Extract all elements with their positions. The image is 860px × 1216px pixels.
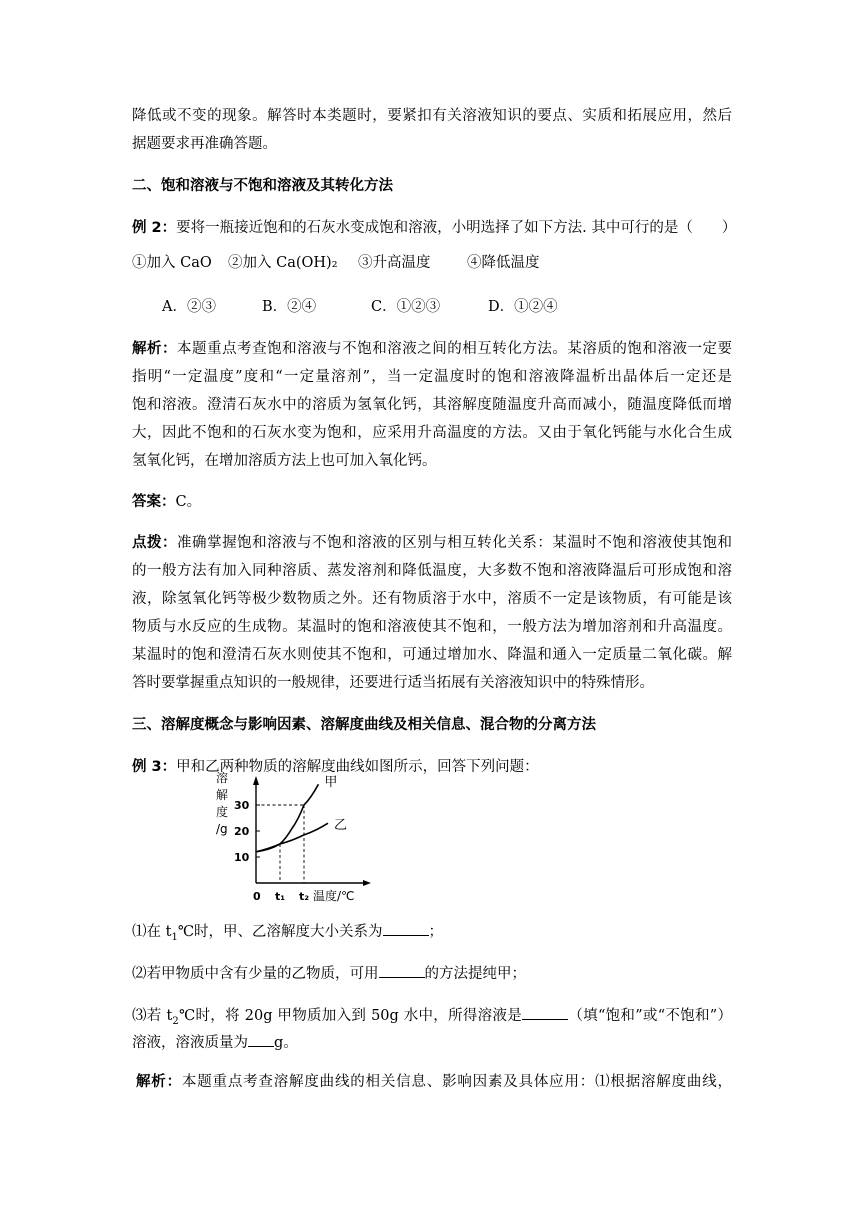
answer-blank-3[interactable] xyxy=(522,1005,568,1020)
y-axis-label-3: /g xyxy=(216,822,228,836)
example-2-analysis-line-3: 饱和溶液。澄清石灰水中的溶质为氢氧化钙，其溶解度随温度升高而减小，随温度降低而增 xyxy=(132,397,732,413)
example-2-tip-line-3: 液，除氢氧化钙等极少数物质之外。还有物质溶于水中，溶质不一定是该物质，有可能是该 xyxy=(132,591,732,607)
answer-label: 答案： xyxy=(132,494,176,510)
example-2-tip-line-5: 某温时的饱和澄清石灰水则使其不饱和，可通过增加水、降温和通入一定质量二氧化碳。解 xyxy=(132,647,732,663)
method-1: ①加入 CaO xyxy=(132,255,212,271)
analysis-label: 解析： xyxy=(132,341,178,357)
example-2-analysis-line-1: 解析：本题重点考查饱和溶液与不饱和溶液之间的相互转化方法。某溶质的饱和溶液一定要 xyxy=(132,341,733,357)
example-2-tip-line-6: 答时要掌握重点知识的一般规律，还要进行适当拓展有关溶液知识中的特殊情形。 xyxy=(132,675,654,691)
y-tick-label-20: 20 xyxy=(234,825,250,838)
example-2-question xyxy=(132,218,737,238)
method-3: ③升高温度 xyxy=(358,255,431,271)
answer-blank-4[interactable] xyxy=(248,1032,274,1047)
example-2-tip-line-4: 物质与水反应的生成物。某温时的饱和溶液使其不饱和，一般方法为增加溶剂和升高温度。 xyxy=(132,619,732,635)
x-axis-label: 温度/℃ xyxy=(313,889,355,903)
intro-line-1: 降低或不变的现象。解答时本类题时，要紧扣有关溶液知识的要点、实质和拓展应用，然后 xyxy=(132,108,732,124)
intro-line-2: 据题要求再准确答题。 xyxy=(132,136,277,152)
x-tick-label-t2: t₂ xyxy=(299,890,310,903)
series-jia-label: 甲 xyxy=(324,775,338,791)
method-2: ②加入 Ca(OH)₂ xyxy=(228,255,338,271)
x-axis-arrow xyxy=(363,880,371,886)
y-axis-label-1: 解 xyxy=(216,788,229,802)
question-3-line-2: 溶液，溶液质量为 g。 xyxy=(132,1032,732,1053)
method-4: ④降低温度 xyxy=(467,255,540,271)
series-yi-label: 乙 xyxy=(334,818,348,834)
question-2: ⑵若甲物质中含有少量的乙物质，可用 的方法提纯甲； xyxy=(132,963,732,984)
example-2-tip-line-1: 点拨：准确掌握饱和溶液与不饱和溶液的区别与相互转化关系：某温时不饱和溶液使其饱和 xyxy=(132,535,733,551)
choice-d: D．①②④ xyxy=(488,299,558,315)
question-1: ⑴在 $t_1℃$时，甲、乙溶解度大小关系为 ； xyxy=(132,921,732,948)
y-tick-label-30: 30 xyxy=(234,799,250,812)
example-3-label: 例 3： xyxy=(132,759,177,775)
answer-blank-1[interactable] xyxy=(383,921,429,936)
solubility-chart xyxy=(205,770,405,910)
example-2-analysis-line-5: 氢氧化钙，在增加溶质方法上也可加入氧化钙。 xyxy=(132,453,437,469)
y-axis-arrow xyxy=(253,776,259,785)
y-tick-label-10: 10 xyxy=(234,851,250,864)
choice-b: B．②④ xyxy=(262,299,317,315)
section-3-heading: 三、溶解度概念与影响因素、溶解度曲线及相关信息、混合物的分离方法 xyxy=(132,717,596,733)
example-2-question-text: 要将一瓶接近饱和的石灰水变成饱和溶液，小明选择了如下方法. 其中可行的是（ ） xyxy=(176,220,737,236)
example-2-analysis-line-2: 指明“一定温度”度和“一定量溶剂”，当一定温度时的饱和溶液降温析出晶体后一定还是 xyxy=(132,369,732,385)
answer-blank-2[interactable] xyxy=(379,963,425,978)
y-axis-label-2: 度 xyxy=(216,805,229,819)
example-2-analysis-line-4: 大，因此不饱和的石灰水变为饱和，应采用升高温度的方法。又由于氧化钙能与水化合生成 xyxy=(132,425,732,441)
example-2-tip-line-2: 的一般方法有加入同种溶质、蒸发溶剂和降低温度，大多数不饱和溶液降温后可形成饱和溶 xyxy=(132,563,732,579)
choice-c: C．①②③ xyxy=(371,299,441,315)
example-3-question: 例 3：甲和乙两种物质的溶解度曲线如图所示，回答下列问题： xyxy=(132,759,539,775)
question-3-line-1: ⑶若 $t_2℃$时，将 20g 甲物质加入到 50g 水中，所得溶液是 （填“饱和”或“不饱和”） xyxy=(132,1005,732,1032)
tip-label: 点拨： xyxy=(132,535,178,551)
x-tick-label-t1: t₁ xyxy=(275,890,286,903)
example-3-analysis-label: 解析： xyxy=(136,1074,182,1090)
section-2-heading: 二、饱和溶液与不饱和溶液及其转化方法 xyxy=(132,178,393,194)
example-3-analysis: 解析：本题重点考查溶解度曲线的相关信息、影响因素及具体应用：⑴根据溶解度曲线， xyxy=(136,1074,733,1090)
example-2-label: 例 2： xyxy=(132,220,177,236)
choice-a: A．②③ xyxy=(162,299,216,315)
origin-label: 0 xyxy=(253,890,261,903)
y-axis-label-0: 溶 xyxy=(216,771,229,785)
example-2-answer: 答案：C。 xyxy=(132,494,202,510)
